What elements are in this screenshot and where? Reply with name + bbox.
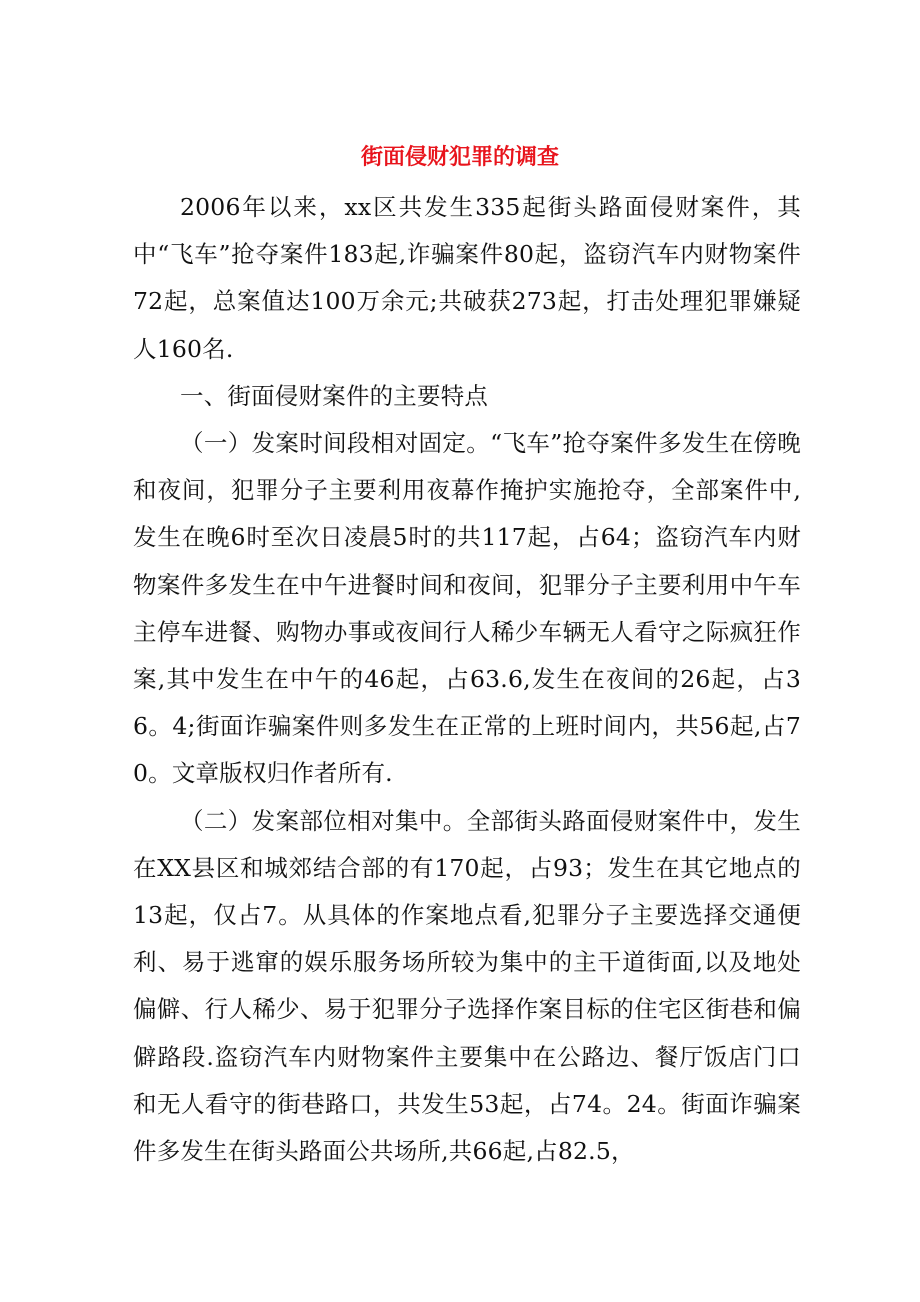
document-body (133, 184, 801, 1175)
subsection-paragraph-2: （二）发案部位相对集中。全部街头路面侵财案件中，发生在XX县区和城郊结合部的有170起，占93；发生在其它地点的13起，仅占7。从具体的作案地点看,犯罪分子主要选择交通便利、易于逃窜的娱乐服务场所较为集中的主干道街面,以及地处偏僻、行人稀少、易于犯罪分子选择作案目标的住宅区街巷和偏僻路段.盗窃汽车内财物案件主要集中在公路边、餐厅饭店门口和无人看守的街巷路口，共发生53起，占74。24。街面诈骗案件多发生在街头路面公共场所,共66起,占82.5， (133, 806, 801, 1166)
subsection-paragraph-1: （一）发案时间段相对固定。“飞车”抢夺案件多发生在傍晚和夜间，犯罪分子主要利用夜幕作掩护实施抢夺，全部案件中,发生在晚6时至次日凌晨5时的共117起，占64；盗窃汽车内财物案件多发生在中午进餐时间和夜间，犯罪分子主要利用中午车主停车进餐、购物办事或夜间行人稀少车辆无人看守之际疯狂作案,其中发生在中午的46起，占63.6,发生在夜间的26起，占36。4;街面诈骗案件则多发生在正常的上班时间内，共56起,占70。文章版权归作者所有. (133, 429, 801, 788)
section-heading: 一、街面侵财案件的主要特点 (180, 381, 489, 410)
document-title: 街面侵财犯罪的调查 (360, 145, 559, 170)
intro-paragraph: 2006年以来，xx区共发生335起街头路面侵财案件，其中“飞车”抢夺案件183起,诈骗案件80起，盗窃汽车内财物案件72起，总案值达100万余元;共破获273起，打击处理犯罪嫌疑人160名. (133, 193, 801, 363)
